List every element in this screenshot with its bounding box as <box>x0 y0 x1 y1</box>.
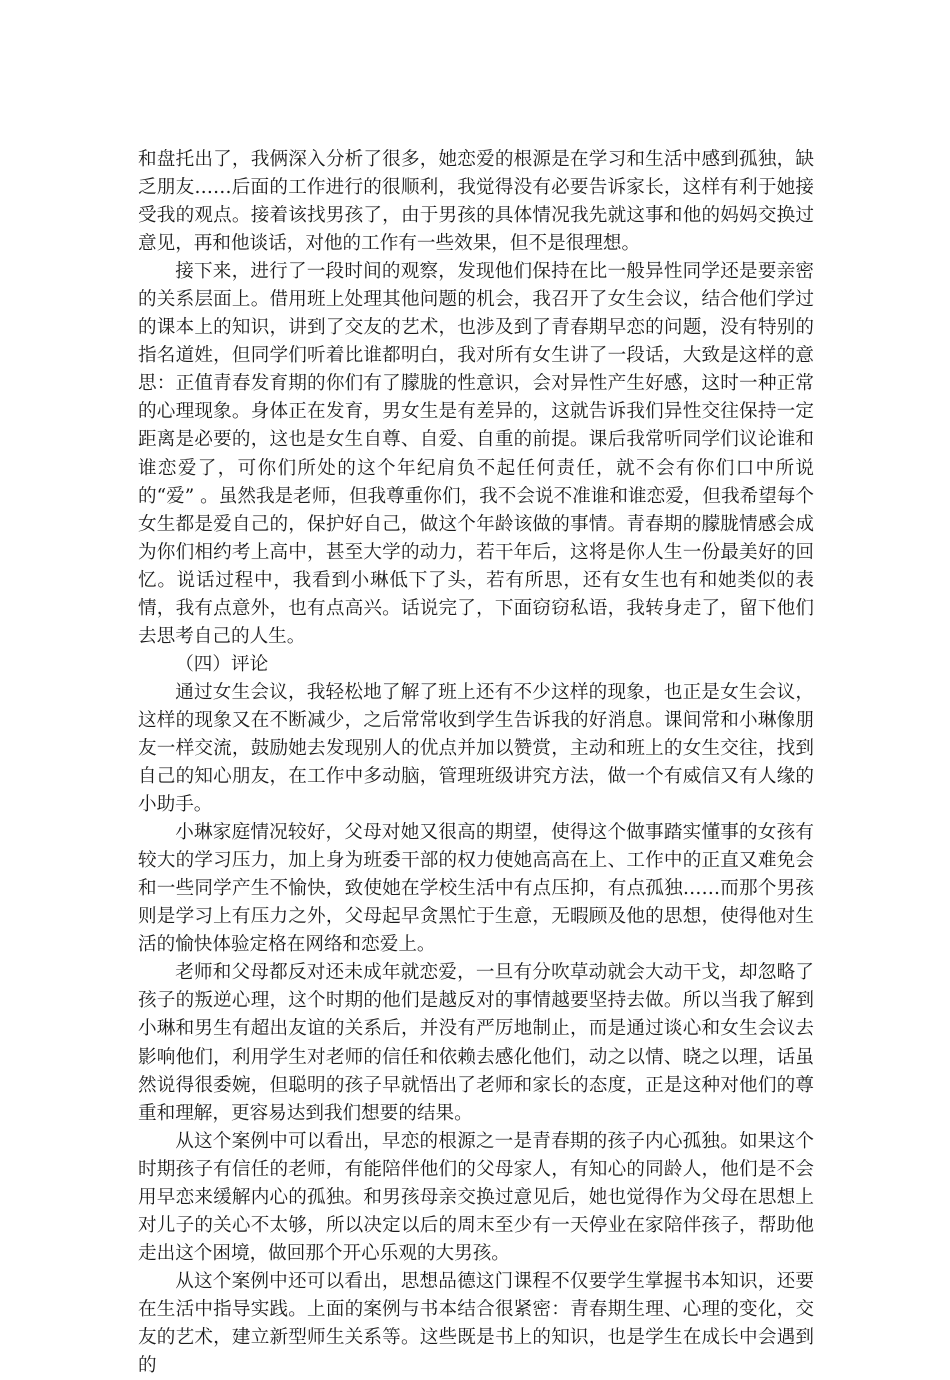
document-body <box>138 146 814 1380</box>
paragraph-rebellious-psychology: 老师和父母都反对还未成年就恋爱，一旦有分吹草动就会大动干戈，却忽略了孩子的叛逆心理，这个时期的他们是越反对的事情越要坚持去做。所以当我了解到小琳和男生有超出友谊的关系后，并没有严厉地制止，而是通过谈心和女生会议去影响他们，利用学生对老师的信任和依赖去感化他们，动之以情、晓之以理，话虽然说得很委婉，但聪明的孩子早就悟出了老师和家长的态度，正是这种对他们的尊重和理解，更容易达到我们想要的结果。 <box>138 962 814 1124</box>
section-heading-comment: （四）评论 <box>175 653 269 675</box>
paragraph-family-background: 小琳家庭情况较好，父母对她又很高的期望，使得这个做事踏实懂事的女孩有较大的学习压力，加上身为班委干部的权力使她高高在上、工作中的正直又难免会和一些同学产生不愉快，致使她在学校生活中有点压抑，有点孤独……而那个男孩则是学习上有压力之外，父母起早贪黑忙于生意，无暇顾及他的思想，使得他对生活的愉快体验定格在网络和恋爱上。 <box>138 822 814 956</box>
paragraph-girls-meeting: 接下来，进行了一段时间的观察，发现他们保持在比一般异性同学还是要亲密的关系层面上。借用班上处理其他问题的机会，我召开了女生会议，结合他们学过的课本上的知识，讲到了交友的艺术，也涉及到了青春期早恋的问题，没有特别的指名道姓，但同学们听着比谁都明白，我对所有女生讲了一段话，大致是这样的意思：正值青春发育期的你们有了朦胧的性意识，会对异性产生好感，这时一种正常的心理现象。身体正在发育，男女生是有差异的，这就告诉我们异性交往保持一定距离是必要的，这也是女生自尊、自爱、自重的前提。课后我常听同学们议论谁和谁恋爱了，可你们所处的这个年纪肩负不起任何责任，就不会有你们口中所说的“爱” 。虽然我是老师，但我尊重你们，我不会说不准谁和谁恋爱，但我希望每个女生都是爱自己的，保护好自己，做这个年龄该做的事情。青春期的朦胧情感会成为你们相约考上高中，甚至大学的动力，若干年后，这将是你人生一份最美好的回忆。说话过程中，我看到小琳低下了头，若有所思，还有女生也有和她类似的表情，我有点意外，也有点高兴。话说完了，下面窃窃私语，我转身走了，留下他们去思考自己的人生。 <box>138 261 814 647</box>
paragraph-loneliness-root: 从这个案例中可以看出，早恋的根源之一是青春期的孩子内心孤独。如果这个时期孩子有信任的老师，有能陪伴他们的父母家人，有知心的同龄人，他们是不会用早恋来缓解内心的孤独。和男孩母亲交换过意见后，她也觉得作为父母在思想上对儿子的关心不太够，所以决定以后的周末至少有一天停业在家陪伴孩子，帮助他走出这个困境，做回那个开心乐观的大男孩。 <box>138 1130 814 1264</box>
paragraph-continuation: 和盘托出了，我俩深入分析了很多，她恋爱的根源是在学习和生活中感到孤独，缺乏朋友……后面的工作进行的很顺利，我觉得没有必要告诉家长，这样有利于她接受我的观点。接着该找男孩了，由于男孩的具体情况我先就这事和他的妈妈交换过意见，再和他谈话，对他的工作有一些效果，但不是很理想。 <box>138 149 814 255</box>
paragraph-meeting-results: 通过女生会议，我轻松地了解了班上还有不少这样的现象，也正是女生会议，这样的现象又在不断减少，之后常常收到学生告诉我的好消息。课间常和小琳像朋友一样交流，鼓励她去发现别人的优点并加以赞赏，主动和班上的女生交往，找到自己的知心朋友，在工作中多动脑，管理班级讲究方法，做一个有威信又有人缘的小助手。 <box>138 681 814 816</box>
paragraph-course-practice: 从这个案例中还可以看出，思想品德这门课程不仅要学生掌握书本知识，还要在生活中指导实践。上面的案例与书本结合很紧密：青春期生理、心理的变化，交友的艺术，建立新型师生关系等。这些既是书上的知识，也是学生在成长中会遇到的 <box>138 1270 814 1377</box>
